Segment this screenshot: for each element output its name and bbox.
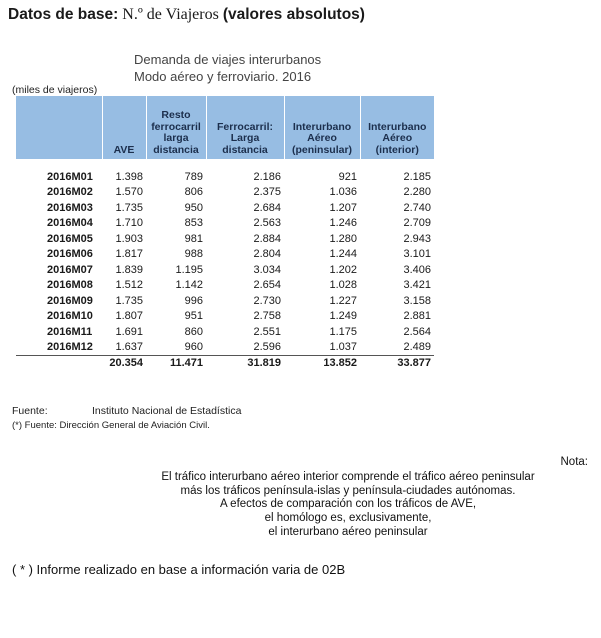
source-note: (*) Fuente: Dirección General de Aviación Civil. bbox=[12, 420, 210, 431]
column-header: AVE bbox=[102, 96, 146, 159]
note-line: más los tráficos península-islas y península-ciudades autónomas. bbox=[180, 484, 516, 497]
column-header: Interurbano Aéreo (peninsular) bbox=[284, 96, 360, 159]
row-label: 2016M01 bbox=[47, 170, 93, 183]
table-cell: 2.654 bbox=[253, 279, 281, 292]
row-label: 2016M08 bbox=[47, 279, 93, 292]
row-label: 2016M07 bbox=[47, 263, 93, 276]
source-text: Instituto Nacional de Estadística bbox=[92, 405, 242, 417]
table-row bbox=[16, 200, 434, 216]
table-cell: 921 bbox=[338, 170, 357, 183]
row-label: 2016M03 bbox=[47, 201, 93, 214]
page-heading bbox=[8, 6, 365, 24]
table-cell: 996 bbox=[184, 294, 203, 307]
table-cell: 1.227 bbox=[329, 294, 357, 307]
table-cell: 2.563 bbox=[253, 217, 281, 230]
table-cell: 1.512 bbox=[115, 279, 143, 292]
table-cell: 2.684 bbox=[253, 201, 281, 214]
table-cell: 3.406 bbox=[403, 263, 431, 276]
table-cell: 2.943 bbox=[403, 232, 431, 245]
table-cell: 1.249 bbox=[329, 310, 357, 323]
heading-metric: N.º de Viajeros bbox=[118, 6, 223, 23]
table-cell: 1.691 bbox=[115, 325, 143, 338]
table-cell: 1.037 bbox=[284, 340, 360, 356]
totals-cell: 31.819 bbox=[247, 357, 281, 369]
row-label: 2016M06 bbox=[47, 248, 93, 261]
footer-remark: ( * ) Informe realizado en base a información varia de 02B bbox=[12, 562, 346, 577]
table-cell: 1.202 bbox=[329, 263, 357, 276]
table-cell: 853 bbox=[184, 217, 203, 230]
heading-label: Datos de base: bbox=[8, 6, 119, 23]
row-label: 2016M05 bbox=[47, 232, 93, 245]
spacer-row bbox=[16, 159, 434, 169]
table-cell: 3.034 bbox=[253, 263, 281, 276]
row-label: 2016M04 bbox=[47, 217, 93, 230]
table-cell: 1.246 bbox=[329, 217, 357, 230]
table-cell: 1.817 bbox=[115, 248, 143, 261]
table-cell: 1.195 bbox=[175, 263, 203, 276]
column-header bbox=[16, 96, 102, 159]
table-cell: 1.807 bbox=[115, 310, 143, 323]
note-body bbox=[108, 471, 588, 540]
table-cell: 981 bbox=[184, 232, 203, 245]
note-line: el interurbano aéreo peninsular bbox=[268, 525, 428, 538]
table-row bbox=[16, 309, 434, 325]
table-cell: 2.596 bbox=[206, 340, 284, 356]
table-cell: 1.735 bbox=[115, 201, 143, 214]
table-cell: 960 bbox=[146, 340, 206, 356]
table-cell: 1.570 bbox=[115, 186, 143, 199]
table-cell: 2.881 bbox=[403, 310, 431, 323]
data-table-container bbox=[16, 96, 434, 370]
table-row bbox=[16, 216, 434, 232]
table-cell: 2.280 bbox=[403, 186, 431, 199]
table-title-line2: Modo aéreo y ferroviario. 2016 bbox=[134, 69, 312, 84]
table-title-line1: Demanda de viajes interurbanos bbox=[134, 52, 322, 67]
totals-cell bbox=[16, 356, 102, 371]
table-cell: 988 bbox=[184, 248, 203, 261]
table-cell: 2.804 bbox=[253, 248, 281, 261]
table-cell: 2.709 bbox=[403, 217, 431, 230]
row-label: 2016M02 bbox=[47, 186, 93, 199]
table-cell: 2.730 bbox=[253, 294, 281, 307]
totals-cell: 33.877 bbox=[397, 357, 431, 369]
table-body bbox=[16, 159, 434, 356]
table-row bbox=[16, 169, 434, 185]
table-row bbox=[16, 185, 434, 201]
table-cell: 950 bbox=[184, 201, 203, 214]
table-cell: 1.637 bbox=[102, 340, 146, 356]
totals-cell: 11.471 bbox=[169, 357, 203, 369]
table-row bbox=[16, 293, 434, 309]
source-label: Fuente: bbox=[12, 405, 48, 417]
table-cell: 1.280 bbox=[329, 232, 357, 245]
table-cell: 951 bbox=[184, 310, 203, 323]
table-cell: 789 bbox=[184, 170, 203, 183]
row-label: 2016M11 bbox=[47, 325, 93, 338]
table-cell: 1.710 bbox=[115, 217, 143, 230]
table-cell: 3.421 bbox=[403, 279, 431, 292]
table-cell: 1.735 bbox=[115, 294, 143, 307]
table-header-row bbox=[16, 96, 434, 159]
row-label: 2016M12 bbox=[16, 340, 102, 356]
row-label: 2016M09 bbox=[47, 294, 93, 307]
table-cell: 2.185 bbox=[403, 170, 431, 183]
table-cell: 2.551 bbox=[253, 325, 281, 338]
table-cell: 1.244 bbox=[329, 248, 357, 261]
table-cell: 2.884 bbox=[253, 232, 281, 245]
table-cell: 1.028 bbox=[329, 279, 357, 292]
table-cell: 1.839 bbox=[115, 263, 143, 276]
table-cell: 1.142 bbox=[175, 279, 203, 292]
note-line: A efectos de comparación con los tráficos de AVE, bbox=[219, 498, 477, 511]
table-cell: 860 bbox=[184, 325, 203, 338]
table-cell: 2.375 bbox=[253, 186, 281, 199]
table-row bbox=[16, 231, 434, 247]
totals-cell: 20.354 bbox=[109, 357, 143, 369]
row-label: 2016M10 bbox=[47, 310, 93, 323]
table-cell: 2.489 bbox=[360, 340, 434, 356]
table-cell: 1.207 bbox=[329, 201, 357, 214]
column-header: Ferrocarril: Larga distancia bbox=[206, 96, 284, 159]
table-cell: 3.101 bbox=[403, 248, 431, 261]
table-row bbox=[16, 247, 434, 263]
data-table bbox=[16, 96, 434, 370]
column-header: Interurbano Aéreo (interior) bbox=[360, 96, 434, 159]
units-label: (miles de viajeros) bbox=[12, 84, 98, 96]
note-line: El tráfico interurbano aéreo interior comprende el tráfico aéreo peninsular bbox=[161, 471, 535, 483]
table-cell: 1.903 bbox=[115, 232, 143, 245]
table-cell: 806 bbox=[184, 186, 203, 199]
column-header: Resto ferrocarril larga distancia bbox=[146, 96, 206, 159]
table-cell: 2.186 bbox=[253, 170, 281, 183]
totals-row bbox=[16, 356, 434, 371]
table-cell: 1.175 bbox=[329, 325, 357, 338]
table-cell: 2.740 bbox=[403, 201, 431, 214]
table-cell: 2.758 bbox=[253, 310, 281, 323]
heading-qualifier: (valores absolutos) bbox=[222, 6, 365, 23]
table-cell: 3.158 bbox=[403, 294, 431, 307]
table-cell: 1.036 bbox=[329, 186, 357, 199]
table-cell: 2.564 bbox=[403, 325, 431, 338]
table-row bbox=[16, 324, 434, 340]
table-row bbox=[16, 278, 434, 294]
totals-cell: 13.852 bbox=[323, 357, 357, 369]
table-row bbox=[16, 340, 434, 356]
table-cell: 1.398 bbox=[115, 170, 143, 183]
table-row bbox=[16, 262, 434, 278]
note-line: el homólogo es, exclusivamente, bbox=[264, 512, 432, 525]
note-title: Nota: bbox=[560, 456, 588, 468]
